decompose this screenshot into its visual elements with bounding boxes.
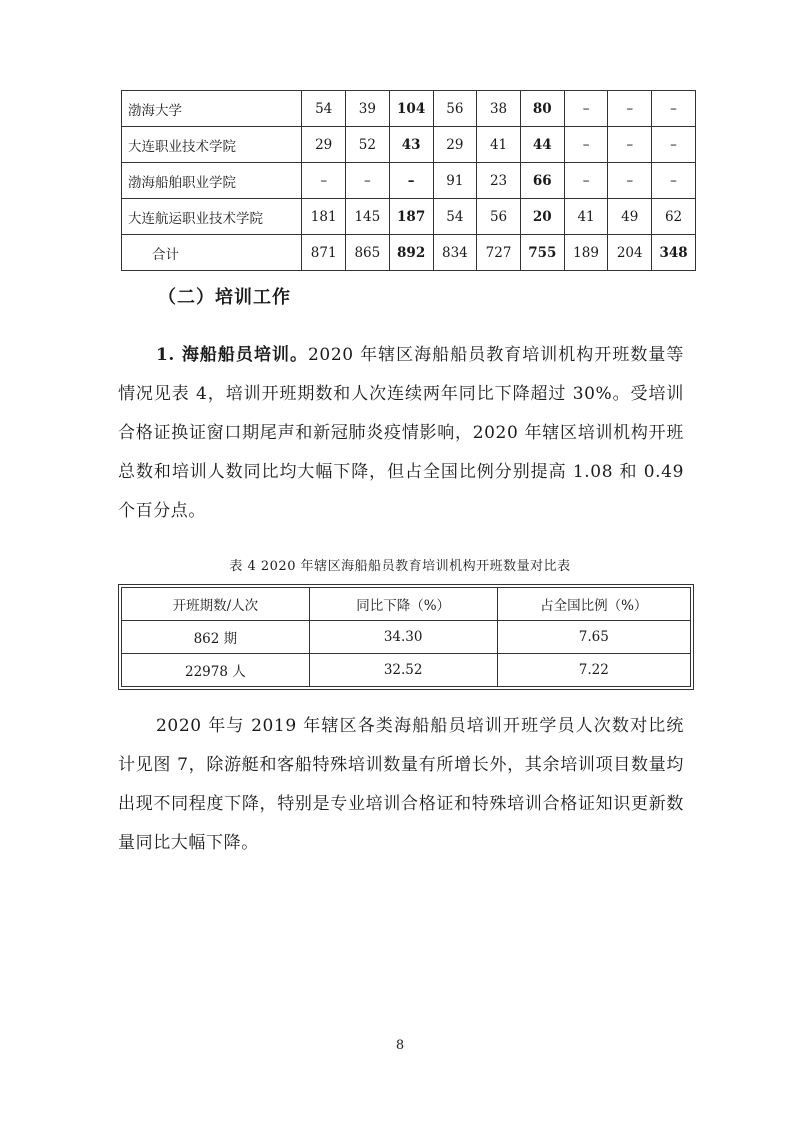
table-cell: 80 — [520, 91, 564, 127]
table-cell: 54 — [433, 199, 477, 235]
table-cell: – — [564, 163, 608, 199]
table-row — [122, 163, 696, 199]
table-cell: 104 — [389, 91, 433, 127]
table-cell: 62 — [652, 199, 696, 235]
table-caption: 表 4 2020 年辖区海船船员教育培训机构开班数量对比表 — [229, 559, 571, 574]
enrollment-table — [121, 90, 696, 271]
table-cell: 755 — [520, 235, 564, 271]
table-cell: 7.22 — [497, 654, 690, 687]
table-cell: 20 — [520, 199, 564, 235]
row-name: 大连航运职业技术学院 — [122, 199, 302, 235]
column-header: 开班期数/人次 — [122, 588, 310, 621]
table-cell: 49 — [608, 199, 652, 235]
table-cell: 52 — [346, 127, 390, 163]
table-cell: – — [346, 163, 390, 199]
table-cell: 41 — [477, 127, 521, 163]
table-cell: 892 — [389, 235, 433, 271]
table-cell: 32.52 — [309, 654, 497, 687]
table-cell: – — [652, 91, 696, 127]
paragraph-text: 2020 年辖区海船船员教育培训机构开班数量等情况见表 4，培训开班期数和人次连续两年同比下降超过 30%。受培训合格证换证窗口期尾声和新冠肺炎疫情影响，2020 年辖区培训机构开班总数和培训人数同比均大幅下降，但占全国比例分别提高 1.08 和 0.49 个百分点。 — [118, 345, 685, 521]
page-number: 8 — [395, 1038, 405, 1053]
table-cell: 56 — [477, 199, 521, 235]
table-row-total — [122, 235, 696, 271]
column-header: 占全国比例（%） — [497, 588, 690, 621]
table-cell: 29 — [302, 127, 346, 163]
table-cell: 39 — [346, 91, 390, 127]
section-heading: （二）培训工作 — [158, 287, 291, 308]
table-row — [122, 91, 696, 127]
table-cell: 189 — [564, 235, 608, 271]
table-cell: 66 — [520, 163, 564, 199]
table-cell: 43 — [389, 127, 433, 163]
table-cell: 38 — [477, 91, 521, 127]
table-cell: 29 — [433, 127, 477, 163]
paragraph-lead: 1. 海船船员培训。 — [156, 345, 309, 365]
table-cell: 181 — [302, 199, 346, 235]
table-cell: – — [608, 127, 652, 163]
row-name: 合计 — [122, 235, 302, 271]
table-cell: – — [564, 127, 608, 163]
paragraph-training — [118, 336, 684, 531]
table-cell: – — [652, 127, 696, 163]
table-cell: 727 — [477, 235, 521, 271]
table-row — [122, 654, 691, 687]
table-cell: 145 — [346, 199, 390, 235]
table-cell: 54 — [302, 91, 346, 127]
column-header: 同比下降（%） — [309, 588, 497, 621]
table-cell: 834 — [433, 235, 477, 271]
table-cell: 871 — [302, 235, 346, 271]
table-cell: – — [302, 163, 346, 199]
paragraph-comparison: 2020 年与 2019 年辖区各类海船船员培训开班学员人次数对比统计见图 7，除游艇和客船特殊培训数量有所增长外，其余培训项目数量均出现不同程度下降，特别是专业培训合格证和特殊培训合格证知识更新数量同比大幅下降。 — [118, 716, 684, 853]
row-name: 渤海大学 — [122, 91, 302, 127]
table-cell: 22978 人 — [122, 654, 310, 687]
table-cell: 7.65 — [497, 621, 690, 654]
table-cell: – — [652, 163, 696, 199]
table4 — [121, 587, 691, 687]
table-row — [122, 127, 696, 163]
row-name: 大连职业技术学院 — [122, 127, 302, 163]
table-cell: 56 — [433, 91, 477, 127]
row-name: 渤海船舶职业学院 — [122, 163, 302, 199]
table-cell: 41 — [564, 199, 608, 235]
table-cell: 204 — [608, 235, 652, 271]
table-cell: 187 — [389, 199, 433, 235]
table4-frame — [118, 584, 694, 690]
table-cell: 865 — [346, 235, 390, 271]
table-row — [122, 199, 696, 235]
table-cell: – — [608, 91, 652, 127]
table-cell: – — [608, 163, 652, 199]
table-row — [122, 621, 691, 654]
table-cell: 348 — [652, 235, 696, 271]
table-cell: 44 — [520, 127, 564, 163]
table-cell: 91 — [433, 163, 477, 199]
table-cell: 23 — [477, 163, 521, 199]
table-header-row — [122, 588, 691, 621]
table-cell: – — [564, 91, 608, 127]
table-cell: – — [389, 163, 433, 199]
table-cell: 862 期 — [122, 621, 310, 654]
table-cell: 34.30 — [309, 621, 497, 654]
